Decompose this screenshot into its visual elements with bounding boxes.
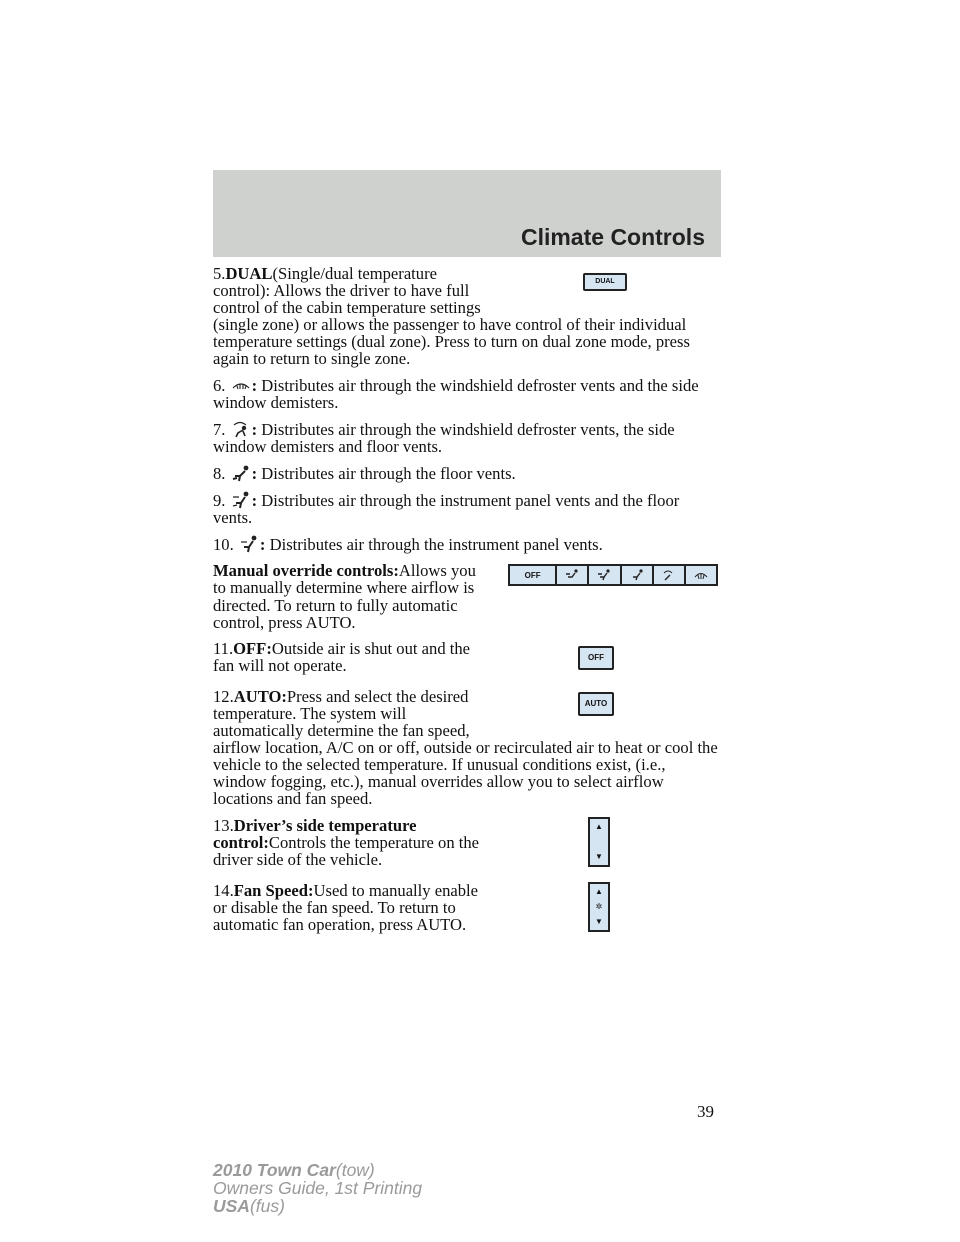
- item-6: [213, 377, 718, 411]
- item-9: [213, 491, 718, 526]
- item-number: 11.: [213, 638, 234, 658]
- item-number: 10.: [213, 535, 234, 555]
- fan-icon: ✲: [595, 901, 603, 911]
- item-term: AUTO:: [233, 686, 287, 706]
- footer-model: 2010 Town Car: [213, 1160, 336, 1180]
- override-off-segment: OFF: [524, 570, 541, 580]
- defrost-icon: [684, 566, 716, 584]
- defrost-floor-icon: [231, 420, 251, 438]
- item-term: Driver’s side temperature control:: [213, 815, 417, 852]
- panel-icon: [555, 566, 587, 584]
- item-colon: :: [251, 463, 258, 483]
- down-arrow-icon: ▼: [595, 916, 603, 926]
- dual-button-figure: [482, 265, 718, 309]
- item-number: 12.: [213, 686, 234, 706]
- fan-speed-rocker-figure: [482, 882, 718, 942]
- footer-model-code: (tow): [335, 1160, 375, 1180]
- floor-icon: [231, 464, 251, 482]
- page-content: [213, 265, 718, 942]
- footer-line-1: [213, 1161, 422, 1179]
- auto-button-figure: [482, 688, 718, 728]
- off-button-figure: [482, 640, 718, 680]
- defrost-icon: [231, 378, 251, 394]
- footer: [213, 1161, 422, 1215]
- down-arrow-icon: ▼: [595, 851, 603, 861]
- dual-button: DUAL: [583, 273, 627, 291]
- item-text: Distributes air through the floor vents.: [261, 463, 516, 483]
- fan-speed-rocker-switch: [588, 882, 610, 932]
- item-text: Distributes air through the windshield defroster vents, the side window demisters and floor vents.: [213, 419, 675, 456]
- item-text: Distributes air through the windshield defroster vents and the side window demisters.: [213, 375, 699, 412]
- item-text: Press and select the desired temperature. The system will automatically determine the fan speed, airflow location, A/C on or off, outside or recirculated air to heat or cool the vehicle to the selected temperature. If unusual conditions exist, (i.e., window fogging, etc.), manual overrides allow you to select airflow locations and fan speed.: [213, 686, 718, 809]
- item-number: 7.: [213, 419, 226, 439]
- item-colon: :: [251, 419, 258, 439]
- item-8: [213, 464, 718, 482]
- item-colon: :: [251, 375, 258, 395]
- temperature-rocker-switch: [588, 817, 610, 867]
- footer-line-2: Owners Guide, 1st Printing: [213, 1178, 423, 1198]
- off-button: OFF: [578, 646, 614, 670]
- item-term: OFF:: [233, 638, 272, 658]
- item-number: 14.: [213, 880, 234, 900]
- override-bar-figure: [482, 562, 718, 622]
- up-arrow-icon: ▲: [595, 886, 603, 896]
- footer-market-code: (fus): [249, 1196, 285, 1216]
- item-number: 8.: [213, 463, 226, 483]
- auto-button: AUTO: [578, 692, 614, 716]
- item-text: Allows you to manually determine where airflow is directed. To return to fully automatic control, press AUTO.: [213, 561, 476, 632]
- item-7: [213, 420, 718, 455]
- item-10: [213, 535, 718, 553]
- defrost-floor-icon: [652, 566, 684, 584]
- section-title: Climate Controls: [520, 224, 705, 250]
- item-term: DUAL: [225, 264, 273, 283]
- item-text: Outside air is shut out and the fan will not operate.: [213, 638, 471, 675]
- item-number: 13.: [213, 815, 234, 835]
- footer-market: USA: [213, 1196, 250, 1216]
- item-term: Manual override controls:: [213, 561, 399, 581]
- panel-icon: [239, 535, 259, 553]
- page-number: 39: [697, 1102, 714, 1121]
- up-arrow-icon: ▲: [595, 821, 603, 831]
- item-text: (Single/dual temperature control): Allows the driver to have full control of the cabin temperature settings (single zone) or allows the passenger to have control of their individual temperature settings (dual zone). Press to turn on dual zone mode, press again to return to single zone.: [213, 264, 690, 369]
- panel-floor-icon: [587, 566, 619, 584]
- item-number: 9.: [213, 491, 226, 511]
- item-text: Distributes air through the instrument panel vents and the floor vents.: [213, 491, 680, 528]
- temperature-rocker-figure: [482, 817, 718, 877]
- section-header-band: [213, 170, 721, 257]
- item-number: 6.: [213, 375, 226, 395]
- footer-line-3: [213, 1197, 422, 1215]
- item-colon: :: [251, 491, 258, 511]
- override-button-bar: [508, 564, 718, 586]
- item-number: 5.: [213, 264, 226, 283]
- item-text: Controls the temperature on the driver side of the vehicle.: [213, 832, 480, 869]
- item-text: Distributes air through the instrument panel vents.: [269, 535, 603, 555]
- panel-floor-icon: [231, 491, 251, 509]
- item-term: Fan Speed:: [233, 880, 314, 900]
- item-text: Used to manually enable or disable the fan speed. To return to automatic fan operation, press AUTO.: [213, 880, 479, 934]
- floor-icon: [620, 566, 652, 584]
- item-colon: :: [259, 535, 266, 555]
